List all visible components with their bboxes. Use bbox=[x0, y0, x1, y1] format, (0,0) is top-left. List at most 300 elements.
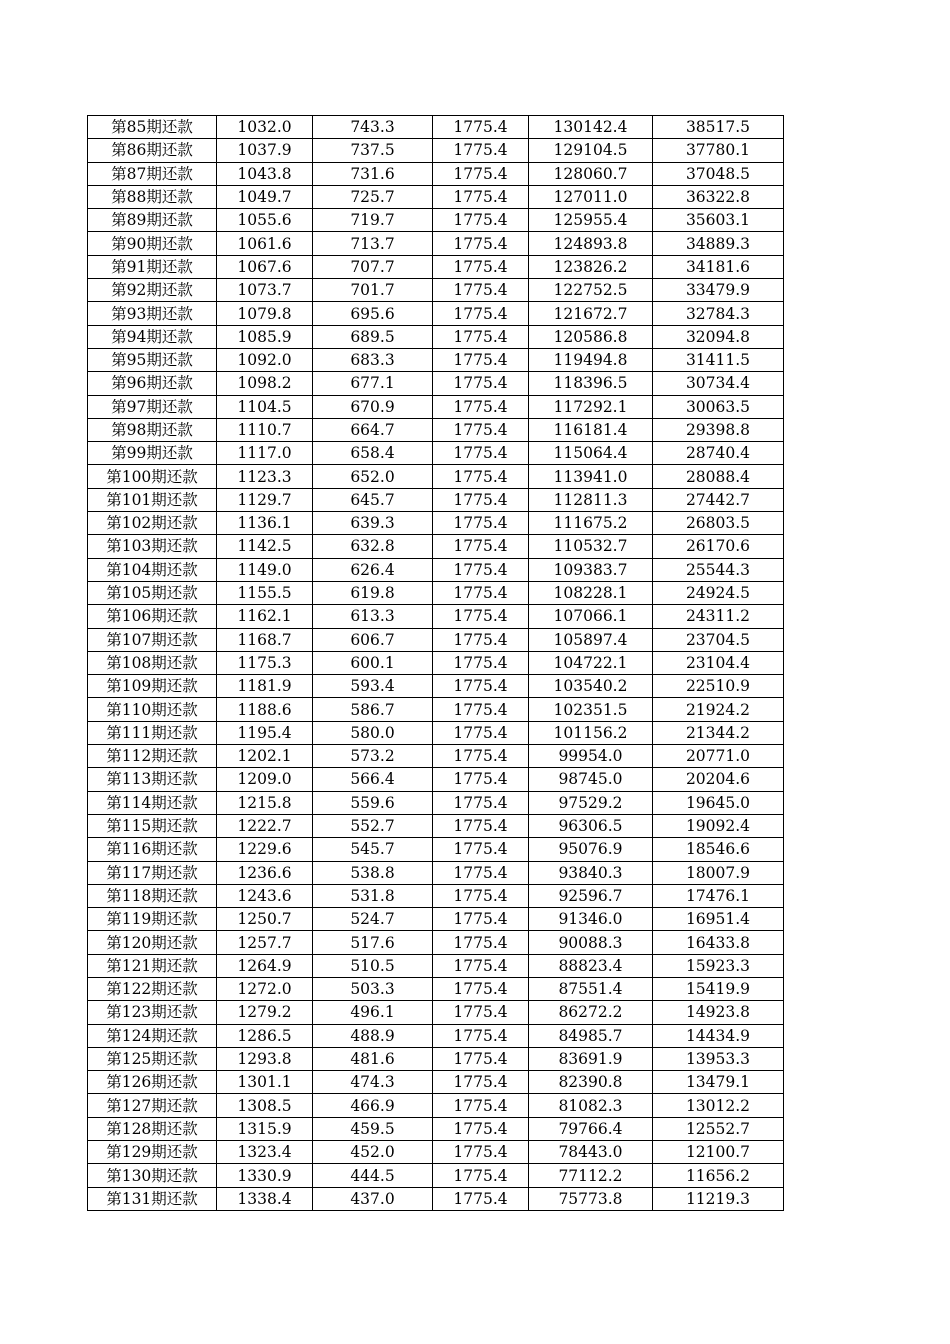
payment-cell: 1775.4 bbox=[433, 1117, 529, 1140]
payment-cell: 1775.4 bbox=[433, 279, 529, 302]
interest-cell: 713.7 bbox=[313, 232, 433, 255]
remaining-interest-cell: 16951.4 bbox=[653, 908, 784, 931]
remaining-interest-cell: 23704.5 bbox=[653, 628, 784, 651]
remaining-principal-cell: 87551.4 bbox=[529, 977, 653, 1000]
interest-cell: 593.4 bbox=[313, 675, 433, 698]
remaining-interest-cell: 32784.3 bbox=[653, 302, 784, 325]
principal-cell: 1067.6 bbox=[217, 255, 313, 278]
remaining-principal-cell: 98745.0 bbox=[529, 768, 653, 791]
period-cell: 第91期还款 bbox=[88, 255, 217, 278]
remaining-principal-cell: 116181.4 bbox=[529, 418, 653, 441]
principal-cell: 1323.4 bbox=[217, 1141, 313, 1164]
remaining-principal-cell: 75773.8 bbox=[529, 1187, 653, 1210]
interest-cell: 639.3 bbox=[313, 512, 433, 535]
table-row bbox=[88, 1117, 784, 1140]
table-row bbox=[88, 1047, 784, 1070]
remaining-principal-cell: 93840.3 bbox=[529, 861, 653, 884]
payment-cell: 1775.4 bbox=[433, 838, 529, 861]
remaining-interest-cell: 22510.9 bbox=[653, 675, 784, 698]
payment-cell: 1775.4 bbox=[433, 675, 529, 698]
period-cell: 第126期还款 bbox=[88, 1071, 217, 1094]
remaining-principal-cell: 120586.8 bbox=[529, 325, 653, 348]
payment-cell: 1775.4 bbox=[433, 698, 529, 721]
remaining-interest-cell: 34889.3 bbox=[653, 232, 784, 255]
remaining-principal-cell: 109383.7 bbox=[529, 558, 653, 581]
payment-cell: 1775.4 bbox=[433, 558, 529, 581]
remaining-interest-cell: 26803.5 bbox=[653, 512, 784, 535]
remaining-interest-cell: 37048.5 bbox=[653, 162, 784, 185]
payment-cell: 1775.4 bbox=[433, 605, 529, 628]
interest-cell: 559.6 bbox=[313, 791, 433, 814]
payment-cell: 1775.4 bbox=[433, 185, 529, 208]
table-row bbox=[88, 768, 784, 791]
interest-cell: 496.1 bbox=[313, 1001, 433, 1024]
principal-cell: 1117.0 bbox=[217, 442, 313, 465]
interest-cell: 545.7 bbox=[313, 838, 433, 861]
table-row bbox=[88, 1024, 784, 1047]
table-row bbox=[88, 558, 784, 581]
remaining-interest-cell: 34181.6 bbox=[653, 255, 784, 278]
principal-cell: 1055.6 bbox=[217, 209, 313, 232]
interest-cell: 677.1 bbox=[313, 372, 433, 395]
remaining-interest-cell: 38517.5 bbox=[653, 116, 784, 139]
period-cell: 第118期还款 bbox=[88, 884, 217, 907]
payment-cell: 1775.4 bbox=[433, 535, 529, 558]
principal-cell: 1181.9 bbox=[217, 675, 313, 698]
interest-cell: 466.9 bbox=[313, 1094, 433, 1117]
period-cell: 第117期还款 bbox=[88, 861, 217, 884]
remaining-principal-cell: 110532.7 bbox=[529, 535, 653, 558]
remaining-interest-cell: 19645.0 bbox=[653, 791, 784, 814]
interest-cell: 474.3 bbox=[313, 1071, 433, 1094]
remaining-principal-cell: 102351.5 bbox=[529, 698, 653, 721]
interest-cell: 719.7 bbox=[313, 209, 433, 232]
principal-cell: 1155.5 bbox=[217, 581, 313, 604]
remaining-interest-cell: 31411.5 bbox=[653, 348, 784, 371]
interest-cell: 689.5 bbox=[313, 325, 433, 348]
interest-cell: 626.4 bbox=[313, 558, 433, 581]
table-row bbox=[88, 581, 784, 604]
payment-cell: 1775.4 bbox=[433, 372, 529, 395]
period-cell: 第95期还款 bbox=[88, 348, 217, 371]
payment-cell: 1775.4 bbox=[433, 1001, 529, 1024]
period-cell: 第124期还款 bbox=[88, 1024, 217, 1047]
remaining-principal-cell: 111675.2 bbox=[529, 512, 653, 535]
principal-cell: 1032.0 bbox=[217, 116, 313, 139]
remaining-principal-cell: 79766.4 bbox=[529, 1117, 653, 1140]
principal-cell: 1079.8 bbox=[217, 302, 313, 325]
payment-cell: 1775.4 bbox=[433, 628, 529, 651]
remaining-principal-cell: 83691.9 bbox=[529, 1047, 653, 1070]
payment-cell: 1775.4 bbox=[433, 209, 529, 232]
interest-cell: 652.0 bbox=[313, 465, 433, 488]
remaining-interest-cell: 29398.8 bbox=[653, 418, 784, 441]
remaining-interest-cell: 33479.9 bbox=[653, 279, 784, 302]
principal-cell: 1110.7 bbox=[217, 418, 313, 441]
principal-cell: 1188.6 bbox=[217, 698, 313, 721]
remaining-principal-cell: 130142.4 bbox=[529, 116, 653, 139]
remaining-interest-cell: 14923.8 bbox=[653, 1001, 784, 1024]
remaining-interest-cell: 11656.2 bbox=[653, 1164, 784, 1187]
interest-cell: 538.8 bbox=[313, 861, 433, 884]
interest-cell: 488.9 bbox=[313, 1024, 433, 1047]
principal-cell: 1043.8 bbox=[217, 162, 313, 185]
remaining-principal-cell: 105897.4 bbox=[529, 628, 653, 651]
interest-cell: 459.5 bbox=[313, 1117, 433, 1140]
interest-cell: 664.7 bbox=[313, 418, 433, 441]
period-cell: 第101期还款 bbox=[88, 488, 217, 511]
remaining-principal-cell: 118396.5 bbox=[529, 372, 653, 395]
table-row bbox=[88, 605, 784, 628]
payment-cell: 1775.4 bbox=[433, 1164, 529, 1187]
remaining-interest-cell: 30063.5 bbox=[653, 395, 784, 418]
principal-cell: 1098.2 bbox=[217, 372, 313, 395]
principal-cell: 1279.2 bbox=[217, 1001, 313, 1024]
remaining-interest-cell: 13479.1 bbox=[653, 1071, 784, 1094]
principal-cell: 1195.4 bbox=[217, 721, 313, 744]
period-cell: 第112期还款 bbox=[88, 745, 217, 768]
table-row bbox=[88, 954, 784, 977]
table-row bbox=[88, 1187, 784, 1210]
period-cell: 第98期还款 bbox=[88, 418, 217, 441]
interest-cell: 658.4 bbox=[313, 442, 433, 465]
interest-cell: 737.5 bbox=[313, 139, 433, 162]
remaining-principal-cell: 121672.7 bbox=[529, 302, 653, 325]
principal-cell: 1293.8 bbox=[217, 1047, 313, 1070]
table-row bbox=[88, 628, 784, 651]
table-row bbox=[88, 512, 784, 535]
table-row bbox=[88, 465, 784, 488]
period-cell: 第102期还款 bbox=[88, 512, 217, 535]
payment-cell: 1775.4 bbox=[433, 1071, 529, 1094]
remaining-principal-cell: 96306.5 bbox=[529, 814, 653, 837]
interest-cell: 613.3 bbox=[313, 605, 433, 628]
principal-cell: 1202.1 bbox=[217, 745, 313, 768]
remaining-interest-cell: 36322.8 bbox=[653, 185, 784, 208]
period-cell: 第113期还款 bbox=[88, 768, 217, 791]
table-row bbox=[88, 791, 784, 814]
period-cell: 第99期还款 bbox=[88, 442, 217, 465]
period-cell: 第90期还款 bbox=[88, 232, 217, 255]
period-cell: 第106期还款 bbox=[88, 605, 217, 628]
table-row bbox=[88, 1141, 784, 1164]
remaining-principal-cell: 101156.2 bbox=[529, 721, 653, 744]
remaining-principal-cell: 91346.0 bbox=[529, 908, 653, 931]
interest-cell: 517.6 bbox=[313, 931, 433, 954]
remaining-principal-cell: 113941.0 bbox=[529, 465, 653, 488]
payment-cell: 1775.4 bbox=[433, 348, 529, 371]
remaining-principal-cell: 125955.4 bbox=[529, 209, 653, 232]
interest-cell: 683.3 bbox=[313, 348, 433, 371]
remaining-interest-cell: 30734.4 bbox=[653, 372, 784, 395]
table-row bbox=[88, 185, 784, 208]
remaining-interest-cell: 18007.9 bbox=[653, 861, 784, 884]
interest-cell: 725.7 bbox=[313, 185, 433, 208]
principal-cell: 1250.7 bbox=[217, 908, 313, 931]
remaining-interest-cell: 26170.6 bbox=[653, 535, 784, 558]
remaining-principal-cell: 88823.4 bbox=[529, 954, 653, 977]
remaining-interest-cell: 21344.2 bbox=[653, 721, 784, 744]
period-cell: 第85期还款 bbox=[88, 116, 217, 139]
remaining-principal-cell: 97529.2 bbox=[529, 791, 653, 814]
period-cell: 第114期还款 bbox=[88, 791, 217, 814]
interest-cell: 481.6 bbox=[313, 1047, 433, 1070]
period-cell: 第109期还款 bbox=[88, 675, 217, 698]
principal-cell: 1073.7 bbox=[217, 279, 313, 302]
payment-cell: 1775.4 bbox=[433, 488, 529, 511]
payment-cell: 1775.4 bbox=[433, 442, 529, 465]
payment-cell: 1775.4 bbox=[433, 302, 529, 325]
table-row bbox=[88, 279, 784, 302]
principal-cell: 1136.1 bbox=[217, 512, 313, 535]
remaining-interest-cell: 24924.5 bbox=[653, 581, 784, 604]
remaining-principal-cell: 104722.1 bbox=[529, 651, 653, 674]
principal-cell: 1229.6 bbox=[217, 838, 313, 861]
principal-cell: 1162.1 bbox=[217, 605, 313, 628]
table-row bbox=[88, 372, 784, 395]
remaining-principal-cell: 78443.0 bbox=[529, 1141, 653, 1164]
remaining-interest-cell: 23104.4 bbox=[653, 651, 784, 674]
interest-cell: 510.5 bbox=[313, 954, 433, 977]
interest-cell: 586.7 bbox=[313, 698, 433, 721]
table-row bbox=[88, 861, 784, 884]
period-cell: 第125期还款 bbox=[88, 1047, 217, 1070]
repayment-schedule-table bbox=[87, 115, 784, 1211]
table-row bbox=[88, 488, 784, 511]
payment-cell: 1775.4 bbox=[433, 1094, 529, 1117]
payment-cell: 1775.4 bbox=[433, 325, 529, 348]
table-row bbox=[88, 745, 784, 768]
principal-cell: 1286.5 bbox=[217, 1024, 313, 1047]
remaining-principal-cell: 77112.2 bbox=[529, 1164, 653, 1187]
remaining-principal-cell: 81082.3 bbox=[529, 1094, 653, 1117]
principal-cell: 1175.3 bbox=[217, 651, 313, 674]
payment-cell: 1775.4 bbox=[433, 255, 529, 278]
period-cell: 第120期还款 bbox=[88, 931, 217, 954]
remaining-interest-cell: 17476.1 bbox=[653, 884, 784, 907]
principal-cell: 1061.6 bbox=[217, 232, 313, 255]
payment-cell: 1775.4 bbox=[433, 162, 529, 185]
table-row bbox=[88, 977, 784, 1000]
principal-cell: 1264.9 bbox=[217, 954, 313, 977]
remaining-interest-cell: 19092.4 bbox=[653, 814, 784, 837]
remaining-principal-cell: 127011.0 bbox=[529, 185, 653, 208]
period-cell: 第129期还款 bbox=[88, 1141, 217, 1164]
principal-cell: 1338.4 bbox=[217, 1187, 313, 1210]
period-cell: 第128期还款 bbox=[88, 1117, 217, 1140]
payment-cell: 1775.4 bbox=[433, 954, 529, 977]
remaining-principal-cell: 84985.7 bbox=[529, 1024, 653, 1047]
remaining-principal-cell: 86272.2 bbox=[529, 1001, 653, 1024]
interest-cell: 670.9 bbox=[313, 395, 433, 418]
payment-cell: 1775.4 bbox=[433, 232, 529, 255]
table-row bbox=[88, 348, 784, 371]
principal-cell: 1085.9 bbox=[217, 325, 313, 348]
interest-cell: 524.7 bbox=[313, 908, 433, 931]
table-row bbox=[88, 139, 784, 162]
period-cell: 第105期还款 bbox=[88, 581, 217, 604]
table-row bbox=[88, 302, 784, 325]
principal-cell: 1142.5 bbox=[217, 535, 313, 558]
remaining-interest-cell: 16433.8 bbox=[653, 931, 784, 954]
principal-cell: 1168.7 bbox=[217, 628, 313, 651]
interest-cell: 606.7 bbox=[313, 628, 433, 651]
principal-cell: 1149.0 bbox=[217, 558, 313, 581]
table-row bbox=[88, 884, 784, 907]
payment-cell: 1775.4 bbox=[433, 814, 529, 837]
principal-cell: 1037.9 bbox=[217, 139, 313, 162]
remaining-principal-cell: 123826.2 bbox=[529, 255, 653, 278]
table-row bbox=[88, 675, 784, 698]
interest-cell: 701.7 bbox=[313, 279, 433, 302]
remaining-principal-cell: 92596.7 bbox=[529, 884, 653, 907]
remaining-interest-cell: 25544.3 bbox=[653, 558, 784, 581]
remaining-interest-cell: 35603.1 bbox=[653, 209, 784, 232]
principal-cell: 1129.7 bbox=[217, 488, 313, 511]
payment-cell: 1775.4 bbox=[433, 768, 529, 791]
interest-cell: 731.6 bbox=[313, 162, 433, 185]
table-row bbox=[88, 1164, 784, 1187]
payment-cell: 1775.4 bbox=[433, 721, 529, 744]
period-cell: 第115期还款 bbox=[88, 814, 217, 837]
period-cell: 第103期还款 bbox=[88, 535, 217, 558]
remaining-principal-cell: 108228.1 bbox=[529, 581, 653, 604]
principal-cell: 1315.9 bbox=[217, 1117, 313, 1140]
interest-cell: 600.1 bbox=[313, 651, 433, 674]
remaining-interest-cell: 27442.7 bbox=[653, 488, 784, 511]
payment-cell: 1775.4 bbox=[433, 1047, 529, 1070]
payment-cell: 1775.4 bbox=[433, 395, 529, 418]
remaining-interest-cell: 20204.6 bbox=[653, 768, 784, 791]
table-row bbox=[88, 325, 784, 348]
remaining-interest-cell: 14434.9 bbox=[653, 1024, 784, 1047]
period-cell: 第121期还款 bbox=[88, 954, 217, 977]
period-cell: 第88期还款 bbox=[88, 185, 217, 208]
period-cell: 第123期还款 bbox=[88, 1001, 217, 1024]
payment-cell: 1775.4 bbox=[433, 651, 529, 674]
remaining-interest-cell: 12552.7 bbox=[653, 1117, 784, 1140]
payment-cell: 1775.4 bbox=[433, 465, 529, 488]
table-row bbox=[88, 535, 784, 558]
remaining-principal-cell: 103540.2 bbox=[529, 675, 653, 698]
table-row bbox=[88, 1001, 784, 1024]
interest-cell: 645.7 bbox=[313, 488, 433, 511]
payment-cell: 1775.4 bbox=[433, 1024, 529, 1047]
table-row bbox=[88, 255, 784, 278]
period-cell: 第131期还款 bbox=[88, 1187, 217, 1210]
period-cell: 第108期还款 bbox=[88, 651, 217, 674]
period-cell: 第107期还款 bbox=[88, 628, 217, 651]
period-cell: 第104期还款 bbox=[88, 558, 217, 581]
table-body bbox=[88, 116, 784, 1211]
interest-cell: 632.8 bbox=[313, 535, 433, 558]
remaining-principal-cell: 82390.8 bbox=[529, 1071, 653, 1094]
table-row bbox=[88, 651, 784, 674]
period-cell: 第97期还款 bbox=[88, 395, 217, 418]
remaining-interest-cell: 20771.0 bbox=[653, 745, 784, 768]
interest-cell: 503.3 bbox=[313, 977, 433, 1000]
payment-cell: 1775.4 bbox=[433, 791, 529, 814]
payment-cell: 1775.4 bbox=[433, 139, 529, 162]
interest-cell: 437.0 bbox=[313, 1187, 433, 1210]
table-row bbox=[88, 418, 784, 441]
interest-cell: 452.0 bbox=[313, 1141, 433, 1164]
period-cell: 第122期还款 bbox=[88, 977, 217, 1000]
principal-cell: 1222.7 bbox=[217, 814, 313, 837]
remaining-interest-cell: 37780.1 bbox=[653, 139, 784, 162]
remaining-principal-cell: 129104.5 bbox=[529, 139, 653, 162]
remaining-interest-cell: 13953.3 bbox=[653, 1047, 784, 1070]
period-cell: 第110期还款 bbox=[88, 698, 217, 721]
interest-cell: 573.2 bbox=[313, 745, 433, 768]
table-row bbox=[88, 116, 784, 139]
period-cell: 第116期还款 bbox=[88, 838, 217, 861]
period-cell: 第119期还款 bbox=[88, 908, 217, 931]
period-cell: 第89期还款 bbox=[88, 209, 217, 232]
remaining-principal-cell: 122752.5 bbox=[529, 279, 653, 302]
principal-cell: 1330.9 bbox=[217, 1164, 313, 1187]
remaining-principal-cell: 112811.3 bbox=[529, 488, 653, 511]
interest-cell: 531.8 bbox=[313, 884, 433, 907]
principal-cell: 1308.5 bbox=[217, 1094, 313, 1117]
remaining-interest-cell: 15923.3 bbox=[653, 954, 784, 977]
remaining-interest-cell: 24311.2 bbox=[653, 605, 784, 628]
table-row bbox=[88, 395, 784, 418]
payment-cell: 1775.4 bbox=[433, 931, 529, 954]
table-row bbox=[88, 442, 784, 465]
interest-cell: 566.4 bbox=[313, 768, 433, 791]
payment-cell: 1775.4 bbox=[433, 745, 529, 768]
interest-cell: 707.7 bbox=[313, 255, 433, 278]
interest-cell: 552.7 bbox=[313, 814, 433, 837]
table-row bbox=[88, 814, 784, 837]
period-cell: 第86期还款 bbox=[88, 139, 217, 162]
period-cell: 第87期还款 bbox=[88, 162, 217, 185]
period-cell: 第100期还款 bbox=[88, 465, 217, 488]
remaining-interest-cell: 28088.4 bbox=[653, 465, 784, 488]
interest-cell: 695.6 bbox=[313, 302, 433, 325]
table-row bbox=[88, 908, 784, 931]
principal-cell: 1123.3 bbox=[217, 465, 313, 488]
period-cell: 第94期还款 bbox=[88, 325, 217, 348]
remaining-principal-cell: 128060.7 bbox=[529, 162, 653, 185]
remaining-interest-cell: 13012.2 bbox=[653, 1094, 784, 1117]
payment-cell: 1775.4 bbox=[433, 1141, 529, 1164]
period-cell: 第127期还款 bbox=[88, 1094, 217, 1117]
remaining-principal-cell: 95076.9 bbox=[529, 838, 653, 861]
principal-cell: 1257.7 bbox=[217, 931, 313, 954]
remaining-interest-cell: 15419.9 bbox=[653, 977, 784, 1000]
table-row bbox=[88, 209, 784, 232]
remaining-principal-cell: 119494.8 bbox=[529, 348, 653, 371]
remaining-interest-cell: 21924.2 bbox=[653, 698, 784, 721]
remaining-interest-cell: 18546.6 bbox=[653, 838, 784, 861]
principal-cell: 1092.0 bbox=[217, 348, 313, 371]
table-row bbox=[88, 1071, 784, 1094]
interest-cell: 444.5 bbox=[313, 1164, 433, 1187]
table-row bbox=[88, 931, 784, 954]
interest-cell: 619.8 bbox=[313, 581, 433, 604]
payment-cell: 1775.4 bbox=[433, 1187, 529, 1210]
period-cell: 第96期还款 bbox=[88, 372, 217, 395]
interest-cell: 743.3 bbox=[313, 116, 433, 139]
period-cell: 第93期还款 bbox=[88, 302, 217, 325]
remaining-principal-cell: 117292.1 bbox=[529, 395, 653, 418]
table-row bbox=[88, 1094, 784, 1117]
remaining-interest-cell: 28740.4 bbox=[653, 442, 784, 465]
principal-cell: 1301.1 bbox=[217, 1071, 313, 1094]
payment-cell: 1775.4 bbox=[433, 512, 529, 535]
